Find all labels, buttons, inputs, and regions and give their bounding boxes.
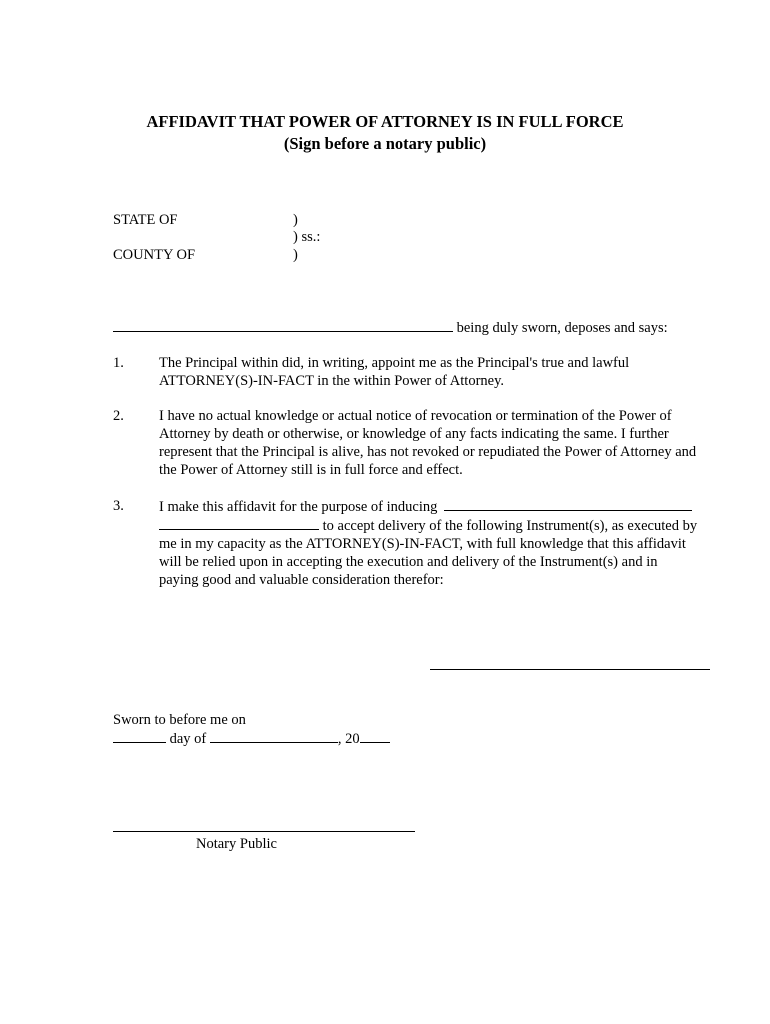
document-title: AFFIDAVIT THAT POWER OF ATTORNEY IS IN FULL FORCE [146,112,624,131]
item-2-line-2: Attorney by death or otherwise, or knowledge of any facts indicating the same. I further [159,426,669,442]
year-prefix: , 20 [337,731,360,747]
item-2-number: 2. [113,408,124,424]
venue-paren-3: ) [293,247,298,263]
item-3-number: 3. [113,498,124,514]
item-3-line-2-text: to accept delivery of the following Instrument(s), as executed by [322,518,698,534]
year-blank[interactable] [360,729,390,743]
affiant-line [113,318,668,337]
day-blank[interactable] [113,729,166,743]
induced-party-blank-2[interactable] [159,516,319,530]
notary-signature-line[interactable] [113,831,415,832]
item-2-line-1: I have no actual knowledge or actual notice of revocation or termination of the Power of [159,408,672,424]
item-2-line-4: the Power of Attorney still is in full force and effect. [159,462,463,478]
sworn-intro: being duly sworn, deposes and says: [456,320,668,336]
notary-public-label: Notary Public [196,836,277,852]
affiant-signature-line[interactable] [430,669,710,670]
item-2-line-3: represent that the Principal is alive, has not revoked or repudiated the Power of Attorney and [159,444,697,460]
item-3-line-4: will be relied upon in accepting the execution and delivery of the Instrument(s) and in [159,554,658,570]
item-3-line-3: me in my capacity as the ATTORNEY(S)-IN-FACT, with full knowledge that this affidavit [159,536,686,552]
sworn-line: Sworn to before me on [113,712,246,728]
item-2-text [159,407,719,479]
venue-paren-1: ) [293,212,298,228]
state-label: STATE OF [113,212,178,228]
item-3-line-1 [159,497,719,516]
item-1-line-2: ATTORNEY(S)-IN-FACT in the within Power of Attorney. [159,373,505,389]
item-3-line-2 [159,516,719,535]
jurat-date-line [113,729,390,748]
item-1-text [159,354,719,390]
county-label: COUNTY OF [113,247,196,263]
induced-party-blank[interactable] [444,497,692,511]
affiant-name-blank[interactable] [113,318,453,332]
item-3-text [159,497,719,589]
document-subtitle: (Sign before a notary public) [283,134,487,153]
month-blank[interactable] [210,729,338,743]
item-3-line-5: paying good and valuable consideration therefor: [159,572,444,588]
item-1-line-1: The Principal within did, in writing, appoint me as the Principal's true and lawful [159,355,630,371]
venue-ss: ) ss.: [293,229,321,245]
item-3-line-1-text: I make this affidavit for the purpose of inducing [159,499,438,515]
day-of-label: day of [169,731,207,747]
item-1-number: 1. [113,355,124,371]
